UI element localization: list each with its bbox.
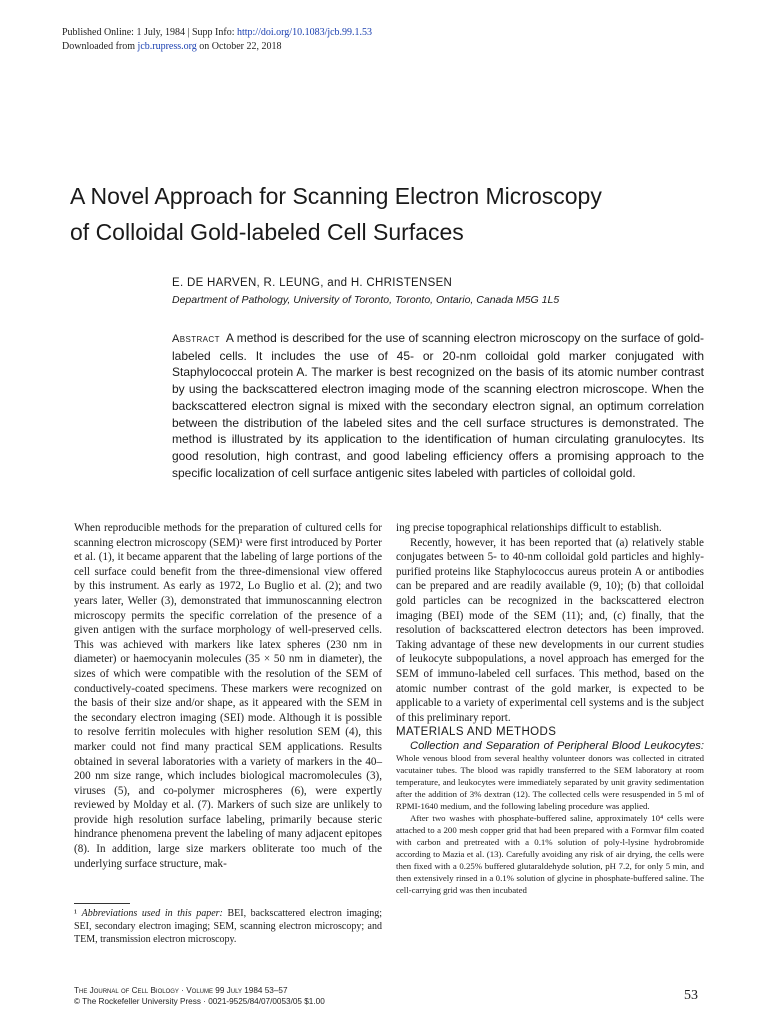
continued-paragraph: ing precise topographical relationships difficult to establish. <box>396 522 662 534</box>
footnote-divider <box>74 903 130 904</box>
page-number: 53 <box>684 988 698 1003</box>
article-title <box>70 178 710 250</box>
footnote <box>74 907 382 946</box>
footnote-mark: ¹ <box>74 908 77 919</box>
abstract-text: A method is described for the use of scanning electron microscopy on the surface of gold-labeled cells. It includes the use of 45- or 20-nm colloidal gold marker conjugated with Staphylococcal protein A. The marker is best recognized on the basis of its atomic number contrast by using the backscattered electron imaging mode of the scanning electron microscope. When the backscattered electron signal is mixed with the secondary electron signal, an optimum correlation between the distribution of the labeled sites and the cell surface structures is demonstrated. The method is illustrated by its application to the identification of human circulating granulocytes. Its good resolution, high contrast, and good labeling efficiency offers a promising approach to the specific localization of cell surface antigenic sites labeled with particles of colloidal gold. <box>172 331 704 480</box>
publication-header <box>62 26 372 54</box>
title-line-2: of Colloidal Gold-labeled Cell Surfaces <box>70 219 464 245</box>
published-line: Published Online: 1 July, 1984 | Supp Info: http://doi.org/10.1083/jcb.99.1.53 <box>62 27 373 38</box>
downloaded-line: Downloaded from jcb.rupress.org on October 22, 2018 <box>62 41 282 52</box>
site-link[interactable]: jcb.rupress.org <box>137 41 197 52</box>
affiliation: Department of Pathology, University of Toronto, Toronto, Ontario, Canada M5G 1L5 <box>172 294 560 306</box>
methods-paragraph-1: Collection and Separation of Peripheral Blood Leukocytes: Whole venous blood from several healthy volunteer donors was collected in citrated vacutainer tubes. The blood was rapidly transferred to the SEM laboratory at room temperature, and leukocytes were immediately separated by unit gravity sedimentation after the addition of 3% dextran (12). The collected cells were resuspended in 5 ml of RPMI-1640 medium, and the following labeling procedure was applied. <box>396 739 704 811</box>
methods-subheading: Collection and Separation of Peripheral Blood Leukocytes: <box>410 739 704 752</box>
abstract <box>172 330 704 481</box>
abstract-label: Abstract <box>172 333 220 345</box>
section-heading-methods: MATERIALS AND METHODS <box>396 726 557 739</box>
doi-link[interactable]: http://doi.org/10.1083/jcb.99.1.53 <box>236 27 373 38</box>
footnote-text: BEI, backscattered electron imaging; SEI, secondary electron imaging; SEM, scanning electron microscopy; and TEM, transmission electron microscopy. <box>74 908 383 945</box>
footnote-label: Abbreviations used in this paper: <box>81 908 223 919</box>
intro-paragraph: When reproducible methods for the preparation of cultured cells for scanning electron microscopy (SEM)¹ were first introduced by Porter et al. (1), it became apparent that the labeling of large portions of the cell surface could benefit from the three-dimensional view offered by this instrument. As early as 1972, Lo Buglio et al. (2); and two years later, Weller (3), demonstrated that immunoscanning electron microscopy permits the specific correlation of the presence of a given antigen with the surface morphology of well-preserved cells. This was achieved with markers like latex spheres (230 nm in diameter) or haemocyanin molecules (35 × 50 nm in diameter), the sizes of which were compatible with the resolution of the SEM of conductively-coated specimens. These markers were recognized on the basis of their size and/or shape, as it appeared with the SEM in the secondary electron imaging (SEI) mode. Although it is possible to resolve ferritin molecules with higher resolution SEM (4), this marker could not find many practical SEM applications. Results obtained in several laboratories with a variety of markers in the 40–200 nm size range, which includes biological macromolecules (3), viruses (5), and co-polymer microspheres (6), were expertly reviewed by Molday et al. (7). Markers of such size are unlikely to provide high resolution surface labeling, primarily because steric hindrance phenomena prevent the labeling of many adjacent epitopes (8). In addition, large size markers obliterate too much of the underlying surface structure, mak- <box>74 522 382 870</box>
recent-developments-paragraph: Recently, however, it has been reported that (a) relatively stable conjugates between 5- to 40-nm colloidal gold particles and highly-purified proteins like Staphylococcus aureus protein A or antibodies can be prepared and are readily available (9, 10); (b) that colloidal gold particles can be recognized in the backscattered electron imaging (BEI) mode of the SEM (11); and, (c) finally, that the resolution of backscattered electron detectors has been improved. Taking advantage of these new developments in our current studies of leukocyte subpopulations, a novel approach has emerged for the SEM of immuno-labeled cell surfaces. This method, based on the atomic number contrast of the gold marker, is expected to be applicable to a variety of experimental cell systems and is the subject of this preliminary report. <box>396 536 704 724</box>
authors: E. DE HARVEN, R. LEUNG, and H. CHRISTENSEN <box>172 277 453 289</box>
left-column <box>74 521 382 871</box>
methods-paragraph-2: After two washes with phosphate-buffered saline, approximately 10⁴ cells were attached to a 200 mesh copper grid that had been prepared with a Formvar film coated with carbon and pretreated with a 0.1% solution of poly-l-lysine hydrobromide according to Mazia et al. (13). Carefully avoiding any risk of air drying, the cells were then fixed with a 0.25% buffered glutaraldehyde solution, pH 7.2, for only 5 min, and then extensively rinsed in a 0.1% solution of glycine in phosphate-buffered saline. The cell-carrying grid was then incubated <box>396 812 704 895</box>
right-column <box>396 521 704 896</box>
title-line-1: A Novel Approach for Scanning Electron Microscopy <box>70 183 602 209</box>
journal-citation: The Journal of Cell Biology · Volume 99 July 1984 53–57 <box>74 986 288 995</box>
journal-footer <box>74 985 325 1007</box>
publisher-line: © The Rockefeller University Press · 0021-9525/84/07/0053/05 $1.00 <box>74 997 325 1006</box>
